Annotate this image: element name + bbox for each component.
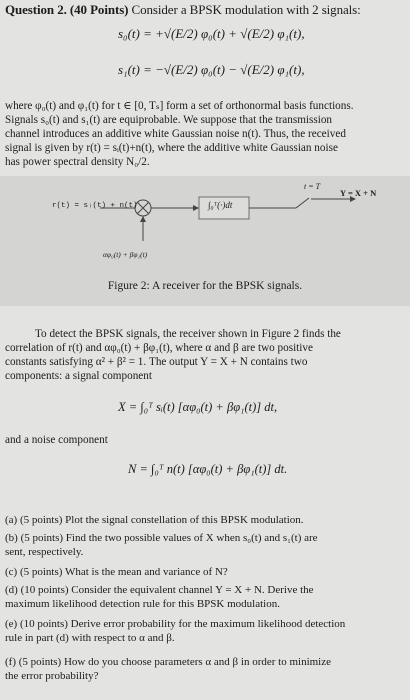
part-line: (b) (5 points) Find the two possible values of X when s₀(t) and s₁(t) are [5,532,318,544]
part-a [5,513,407,527]
equation-N: N = ∫₀ᵀ n(t) [αφ₀(t) + βφ₁(t)] dt. [128,462,288,476]
question-prompt: Consider a BPSK modulation with 2 signals: [131,2,361,17]
equation-s0: s₀(t) = +√(E/2) φ₀(t) + √(E/2) φ₁(t), [118,26,305,41]
paragraph-line: To detect the BPSK signals, the receiver shown in Figure 2 finds the [35,328,341,340]
figure-caption: Figure 2: A receiver for the BPSK signals. [107,280,303,292]
part-line: (e) (10 points) Derive error probability for the maximum likelihood detection [5,618,346,630]
part-line: (c) (5 points) What is the mean and variance of N? [5,566,228,578]
diagram-integrator-label: ∫₀ᵀ(·)dt [208,200,233,210]
equation-s1: s₁(t) = −√(E/2) φ₀(t) − √(E/2) φ₁(t), [118,62,305,77]
paragraph-line: where φ₀(t) and φ₁(t) for t ∈ [0, Tₛ] form a set of orthonormal basis functions. [5,100,354,112]
paragraph-receiver [5,327,407,383]
part-f [5,655,407,683]
question-points: (40 Points) [69,2,129,17]
paragraph-setup [5,99,407,169]
part-line: the error probability? [5,670,99,682]
part-line: maximum likelihood detection rule for this BPSK modulation. [5,598,280,610]
part-e [5,617,407,645]
paragraph-line: correlation of r(t) and αφ₀(t) + βφ₁(t), where α and β are two positive [5,342,313,354]
part-b [5,531,407,559]
question-header [5,2,361,18]
paragraph-line: signal is given by r(t) = sᵢ(t)+n(t), where the additive white Gaussian noise [5,142,338,154]
question-number: Question 2. [5,2,67,17]
part-line: (a) (5 points) Plot the signal constellation of this BPSK modulation. [5,514,304,526]
paragraph-line: components: a signal component [5,370,152,382]
arrow-head-reference [140,216,146,222]
part-line: rule in part (d) with respect to α and β. [5,632,175,644]
part-c [5,565,407,579]
arrow-head-integrator [193,205,199,211]
diagram-input-label: r(t) = sᵢ(t) + n(t) [52,202,138,210]
paragraph-line: has power spectral density N₀/2. [5,156,150,168]
part-line: sent, respectively. [5,546,84,558]
diagram-sample-label: t = T [304,182,321,191]
equation-X: X = ∫₀ᵀ sᵢ(t) [αφ₀(t) + βφ₁(t)] dt, [118,400,278,414]
noise-intro: and a noise component [5,434,108,446]
paragraph-line: constants satisfying α² + β² = 1. The output Y = X + N contains two [5,356,308,368]
sampling-switch [296,198,309,208]
paragraph-line: Signals s₀(t) and s₁(t) are equiprobable. We suppose that the transmission [5,114,333,126]
part-d [5,583,407,611]
part-line: (d) (10 points) Consider the equivalent channel Y = X + N. Derive the [5,584,314,596]
part-line: (f) (5 points) How do you choose parameters α and β in order to minimize [5,656,331,668]
paragraph-line: channel introduces an additive white Gaussian noise n(t). Thus, the received [5,128,346,140]
diagram-output-label: Y = X + N [340,188,377,198]
diagram-reference-label: αφ₀(t) + βφ₁(t) [103,250,148,259]
